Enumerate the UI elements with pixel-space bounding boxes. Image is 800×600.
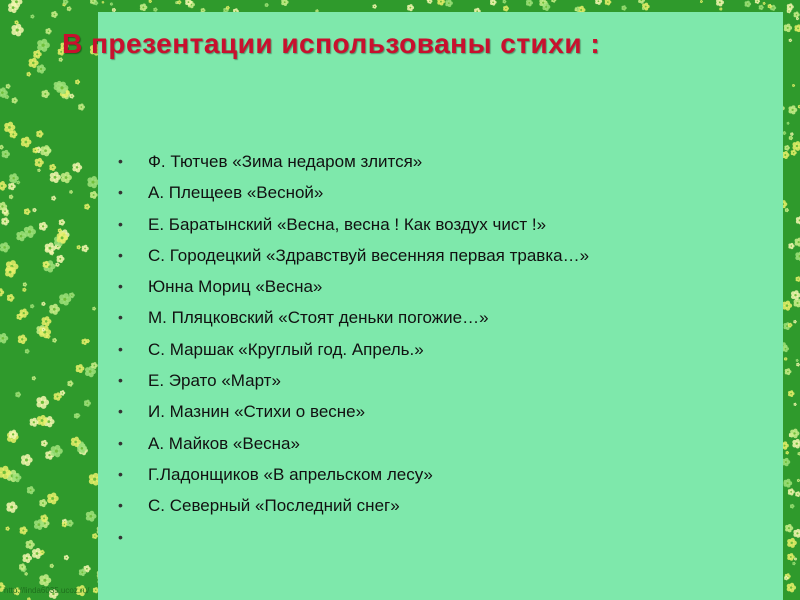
list-item	[118, 365, 589, 396]
flower-icon	[9, 195, 14, 200]
flower-icon	[11, 24, 23, 37]
flower-icon	[793, 320, 797, 324]
bullet-icon: •	[118, 278, 123, 295]
flower-icon	[1, 217, 9, 225]
list-item-text: Юнна Мориц «Весна»	[148, 277, 323, 297]
flower-icon	[787, 583, 796, 593]
flower-icon	[26, 540, 35, 549]
list-item-text: С. Городецкий «Здравствуй весенняя первая травка…»	[148, 245, 590, 265]
bullet-icon: •	[118, 497, 123, 514]
flower-icon	[72, 162, 82, 172]
flower-icon	[51, 196, 56, 201]
flower-icon	[790, 429, 799, 439]
flower-icon	[226, 6, 230, 10]
flower-icon	[789, 38, 793, 42]
flower-icon	[755, 0, 760, 4]
flower-icon	[490, 0, 497, 6]
flower-icon	[784, 479, 793, 488]
flower-icon	[57, 255, 65, 263]
flower-icon	[22, 553, 32, 563]
flower-icon	[719, 7, 722, 10]
flower-icon	[41, 440, 48, 447]
flower-icon	[784, 145, 789, 151]
flower-icon	[6, 501, 17, 513]
flower-icon	[50, 171, 61, 183]
flower-icon	[788, 243, 794, 249]
flower-icon	[0, 181, 7, 191]
flower-icon	[102, 1, 105, 4]
flower-icon	[35, 158, 44, 167]
flower-icon	[12, 97, 18, 103]
flower-icon	[91, 362, 98, 369]
flower-icon	[526, 0, 533, 6]
flower-icon	[24, 572, 28, 576]
flower-icon	[67, 6, 72, 11]
flower-icon	[0, 288, 4, 296]
flower-icon	[37, 39, 50, 52]
flower-icon	[15, 392, 21, 398]
flower-icon	[281, 0, 288, 6]
flower-icon	[716, 0, 724, 6]
flower-icon	[794, 12, 800, 18]
bullet-icon: •	[118, 246, 123, 263]
flower-icon	[792, 562, 795, 566]
flower-icon	[792, 439, 800, 449]
flower-icon	[2, 150, 10, 158]
flower-icon	[794, 403, 797, 406]
flower-icon	[67, 520, 74, 527]
poem-list	[118, 146, 589, 553]
list-item-text: С. Маршак «Круглый год. Апрель.»	[148, 339, 424, 359]
flower-icon	[12, 473, 21, 482]
flower-icon	[621, 5, 626, 10]
flower-icon	[796, 363, 800, 367]
flower-icon	[36, 130, 43, 137]
flower-icon	[6, 84, 11, 89]
flower-icon	[784, 357, 788, 361]
flower-icon	[795, 238, 800, 247]
flower-icon	[795, 251, 800, 261]
flower-icon	[6, 526, 10, 530]
flower-icon	[787, 538, 797, 548]
flower-icon	[76, 413, 80, 418]
list-item	[118, 428, 589, 459]
flower-icon	[47, 493, 59, 505]
flower-icon	[39, 222, 48, 231]
flower-icon	[605, 0, 612, 5]
flower-icon	[41, 302, 45, 306]
flower-icon	[503, 0, 507, 4]
flower-icon	[64, 555, 69, 560]
flower-icon	[51, 445, 63, 457]
bullet-icon: •	[118, 465, 123, 482]
flower-icon	[265, 3, 269, 7]
flower-icon	[37, 168, 41, 172]
flower-icon	[787, 3, 794, 10]
flower-icon	[27, 486, 35, 494]
flower-icon	[791, 290, 800, 300]
flower-icon	[20, 526, 28, 534]
flower-icon	[785, 368, 792, 375]
slide-title: В презентации использованы стихи :	[62, 28, 601, 59]
list-item-text: Е. Эрато «Март»	[148, 371, 281, 391]
flower-icon	[21, 137, 32, 148]
list-item-text: Е. Баратынский «Весна, весна ! Как воздух чист !»	[148, 214, 547, 234]
flower-icon	[77, 245, 81, 249]
flower-icon	[42, 90, 50, 98]
flower-icon	[0, 242, 10, 252]
flower-icon	[63, 0, 68, 5]
flower-icon	[94, 1, 98, 6]
flower-icon	[792, 84, 795, 87]
list-item-text: М. Пляцковский «Стоят деньки погожие…»	[148, 308, 489, 328]
list-item	[118, 302, 589, 333]
flower-icon	[791, 150, 797, 156]
flower-icon	[790, 132, 794, 136]
list-item-text: С. Северный «Последний снег»	[148, 496, 400, 516]
flower-icon	[8, 182, 16, 190]
bullet-icon: •	[118, 215, 123, 232]
flower-icon	[30, 14, 34, 18]
flower-icon	[40, 145, 51, 156]
flower-icon	[793, 529, 800, 538]
flower-icon	[782, 301, 792, 311]
flower-icon	[792, 141, 800, 151]
flower-icon	[32, 208, 36, 212]
list-item	[118, 209, 589, 240]
flower-icon	[82, 245, 89, 252]
flower-icon	[551, 0, 556, 3]
flower-icon	[788, 488, 795, 495]
flower-icon	[638, 0, 645, 4]
flower-icon	[49, 164, 56, 171]
flower-icon	[45, 242, 56, 253]
flower-icon	[140, 3, 148, 11]
bullet-icon: •	[118, 434, 123, 451]
flower-icon	[0, 145, 4, 150]
flower-icon	[18, 335, 27, 345]
flower-icon	[790, 504, 795, 509]
flower-icon	[76, 364, 85, 373]
watermark-url: http://linda6035.ucoz.ru/	[4, 586, 90, 595]
flower-icon	[785, 524, 793, 532]
flower-icon	[796, 17, 799, 20]
list-item	[118, 490, 589, 521]
flower-icon	[24, 208, 31, 215]
flower-icon	[84, 204, 90, 210]
flower-icon	[25, 349, 30, 354]
flower-icon	[90, 191, 98, 199]
flower-icon	[51, 11, 58, 18]
flower-icon	[21, 454, 33, 466]
list-item-text: А. Майков «Весна»	[148, 433, 300, 453]
flower-icon	[789, 136, 793, 141]
flower-icon	[796, 359, 799, 362]
flower-icon	[7, 294, 15, 302]
bullet-icon: •	[118, 184, 123, 201]
flower-icon	[786, 451, 790, 455]
flower-icon	[39, 574, 51, 586]
bullet-icon: •	[118, 153, 123, 169]
flower-icon	[110, 2, 113, 5]
flower-icon	[37, 64, 46, 73]
list-item-text: Г.Ладонщиков «В апрельском лесу»	[148, 464, 433, 484]
flower-icon	[24, 226, 36, 238]
flower-icon	[32, 376, 36, 381]
list-item	[118, 522, 589, 553]
flower-icon	[84, 400, 91, 407]
bullet-icon: •	[118, 340, 123, 357]
flower-icon	[407, 4, 414, 11]
flower-icon	[782, 345, 789, 352]
flower-icon	[787, 553, 795, 561]
flower-icon	[39, 499, 47, 507]
flower-icon	[22, 288, 26, 292]
list-item	[118, 177, 589, 208]
list-item-text: И. Мазнин «Стихи о весне»	[148, 402, 366, 422]
flower-icon	[67, 380, 73, 386]
flower-icon	[49, 304, 60, 315]
flower-icon	[788, 323, 793, 328]
list-item	[118, 396, 589, 427]
flower-icon	[700, 0, 703, 3]
flower-icon	[759, 5, 764, 10]
flower-icon	[92, 307, 96, 311]
flower-icon	[542, 3, 550, 11]
list-item	[118, 334, 589, 365]
flower-icon	[0, 333, 8, 344]
list-item	[118, 271, 589, 302]
flower-icon	[40, 550, 45, 555]
flower-icon	[86, 511, 97, 522]
bullet-icon: •	[118, 528, 123, 545]
flower-icon	[372, 4, 377, 9]
flower-icon	[745, 1, 752, 8]
flower-icon	[30, 304, 34, 308]
flower-icon	[70, 94, 75, 99]
flower-icon	[55, 262, 59, 267]
flower-icon	[23, 282, 27, 287]
flower-icon	[69, 292, 75, 298]
flower-icon	[445, 0, 453, 7]
flower-icon	[503, 5, 509, 11]
bullet-icon: •	[118, 309, 123, 326]
flower-icon	[763, 2, 766, 5]
list-item	[118, 240, 589, 271]
flower-icon	[52, 338, 57, 343]
list-item	[118, 459, 589, 490]
list-item	[118, 146, 589, 177]
flower-icon	[796, 276, 800, 282]
flower-icon	[785, 208, 789, 212]
flower-icon	[69, 190, 73, 194]
bullet-icon: •	[118, 372, 123, 389]
flower-icon	[787, 122, 790, 125]
flower-icon	[788, 390, 795, 397]
flower-icon	[595, 0, 602, 5]
flower-icon	[33, 50, 41, 59]
flower-icon	[75, 79, 80, 84]
flower-icon	[60, 390, 65, 396]
flower-icon	[427, 0, 432, 4]
list-item-text: А. Плещеев «Весной»	[148, 183, 324, 203]
flower-icon	[27, 72, 32, 77]
flower-icon	[437, 0, 445, 6]
flower-icon	[788, 105, 797, 114]
flower-icon	[78, 104, 85, 111]
flower-icon	[50, 564, 54, 569]
flower-icon	[45, 28, 51, 34]
flower-icon	[59, 219, 65, 226]
flower-icon	[61, 172, 72, 183]
flower-icon	[5, 95, 9, 100]
flower-icon	[796, 216, 800, 224]
flower-icon	[794, 24, 800, 32]
list-item-text: Ф. Тютчев «Зима недаром злится»	[148, 152, 423, 171]
flower-icon	[36, 396, 49, 409]
flower-icon	[782, 458, 790, 466]
flower-icon	[41, 316, 51, 326]
flower-icon	[16, 180, 20, 184]
bullet-icon: •	[118, 403, 123, 420]
flower-icon	[20, 309, 29, 318]
flower-icon	[149, 0, 152, 3]
flower-icon	[795, 491, 800, 497]
flower-icon	[784, 24, 792, 33]
